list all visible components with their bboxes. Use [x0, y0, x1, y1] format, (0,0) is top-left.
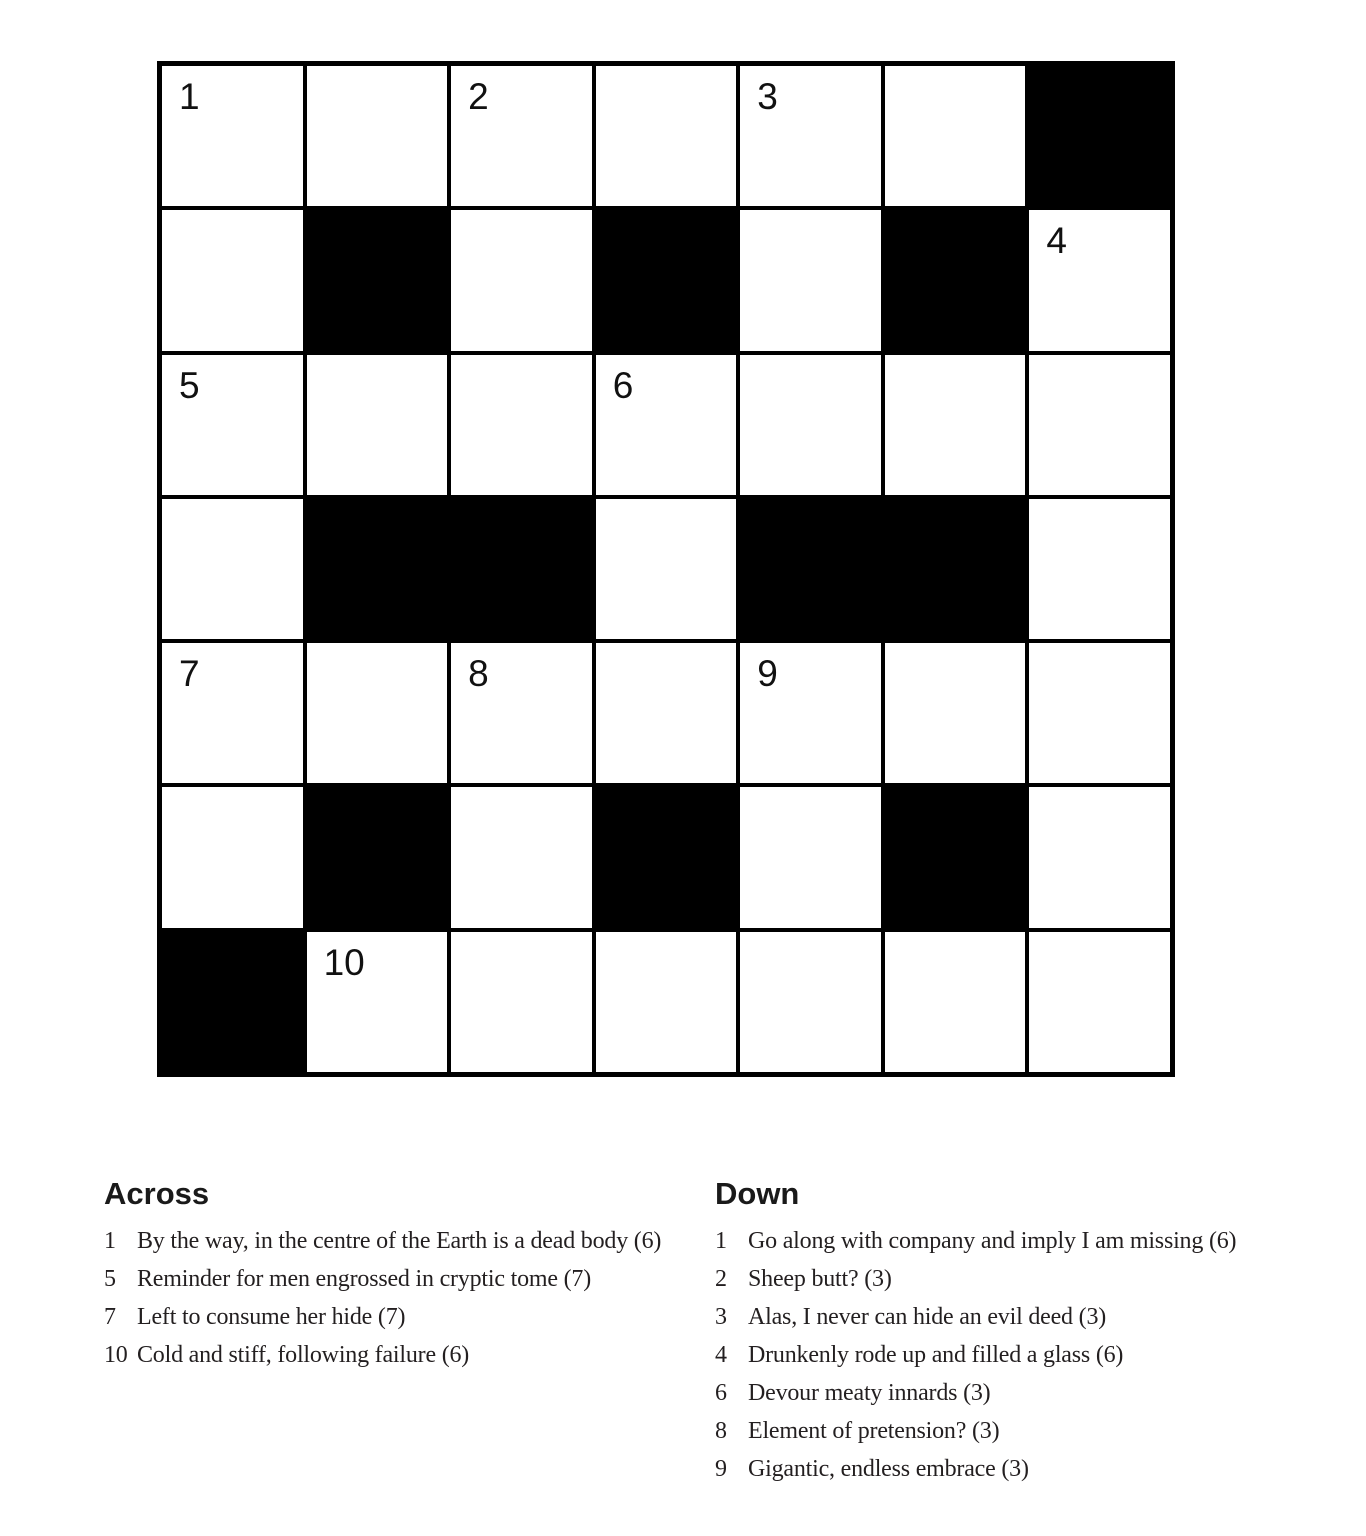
grid-cell[interactable]	[596, 66, 737, 206]
grid-cell[interactable]	[162, 499, 303, 639]
clue-text: Alas, I never can hide an evil deed (3)	[748, 1304, 1107, 1330]
grid-cell[interactable]	[162, 66, 303, 206]
grid-cell[interactable]	[307, 643, 448, 783]
cell-number: 10	[323, 941, 365, 983]
crossword-grid	[157, 61, 1175, 1077]
clue-item	[104, 1222, 714, 1260]
clue-number: 3	[715, 1304, 727, 1330]
clue-number: 8	[715, 1418, 727, 1444]
cell-number: 9	[757, 653, 778, 695]
grid-cell[interactable]	[885, 66, 1026, 206]
clue-text: Gigantic, endless embrace (3)	[748, 1456, 1029, 1482]
across-clues-section	[104, 1176, 714, 1374]
clue-number: 9	[715, 1456, 727, 1482]
grid-cell-block	[885, 787, 1026, 927]
clue-item	[104, 1298, 714, 1336]
grid-cell[interactable]	[885, 643, 1026, 783]
grid-cell[interactable]	[740, 787, 881, 927]
cell-number: 5	[179, 364, 200, 406]
grid-cell[interactable]	[307, 66, 448, 206]
clue-item	[715, 1412, 1335, 1450]
clue-item	[715, 1260, 1335, 1298]
grid-cell[interactable]	[307, 355, 448, 495]
down-clue-list	[715, 1222, 1335, 1488]
grid-cell-block	[1029, 66, 1170, 206]
clue-item	[715, 1336, 1335, 1374]
clue-item	[104, 1336, 714, 1374]
cell-number: 3	[757, 76, 778, 117]
grid-cell-block	[307, 210, 448, 350]
grid-cell[interactable]	[451, 787, 592, 927]
grid-cell[interactable]	[162, 643, 303, 783]
cell-number: 2	[468, 76, 489, 117]
grid-cell-block	[740, 499, 881, 639]
grid-cell[interactable]	[596, 499, 737, 639]
clue-text: By the way, in the centre of the Earth is a dead body (6)	[137, 1228, 662, 1254]
grid-cell[interactable]	[596, 932, 737, 1072]
clue-item	[715, 1298, 1335, 1336]
clue-number: 10	[104, 1342, 128, 1368]
grid-cell[interactable]	[596, 643, 737, 783]
grid-cell-block	[307, 787, 448, 927]
grid-cell[interactable]	[885, 932, 1026, 1072]
grid-cell-block	[307, 499, 448, 639]
grid-cell[interactable]	[1029, 643, 1170, 783]
grid-cell-block	[451, 499, 592, 639]
grid-cell[interactable]	[1029, 499, 1170, 639]
grid-cell[interactable]	[307, 932, 448, 1072]
grid-cell[interactable]	[885, 355, 1026, 495]
grid-cell[interactable]	[740, 210, 881, 350]
clue-item	[715, 1374, 1335, 1412]
grid-cell-block	[162, 932, 303, 1072]
down-clues-section	[715, 1176, 1335, 1488]
clue-number: 4	[715, 1342, 727, 1368]
grid-cell[interactable]	[451, 66, 592, 206]
clue-number: 6	[715, 1380, 727, 1406]
clue-number: 1	[715, 1228, 727, 1254]
clue-text: Left to consume her hide (7)	[137, 1304, 406, 1330]
grid-cell[interactable]	[740, 643, 881, 783]
clue-number: 1	[104, 1228, 116, 1254]
grid-cell[interactable]	[740, 66, 881, 206]
clue-number: 7	[104, 1304, 116, 1330]
grid-cell[interactable]	[162, 787, 303, 927]
grid-cell-block	[596, 210, 737, 350]
across-clue-list	[104, 1222, 714, 1374]
grid-cell[interactable]	[1029, 210, 1170, 350]
clue-text: Reminder for men engrossed in cryptic tome (7)	[137, 1266, 591, 1292]
clue-item	[104, 1260, 714, 1298]
clue-text: Sheep butt? (3)	[748, 1266, 892, 1292]
grid-cell[interactable]	[162, 355, 303, 495]
grid-cell[interactable]	[451, 643, 592, 783]
grid-cell[interactable]	[162, 210, 303, 350]
cell-number: 7	[179, 653, 200, 695]
grid-cell[interactable]	[1029, 787, 1170, 927]
grid-cell-block	[885, 499, 1026, 639]
grid-cell[interactable]	[451, 210, 592, 350]
clue-number: 2	[715, 1266, 727, 1292]
clue-number: 5	[104, 1266, 116, 1292]
grid-cell[interactable]	[1029, 355, 1170, 495]
grid-cell[interactable]	[740, 932, 881, 1072]
cell-number: 1	[179, 76, 200, 117]
clue-text: Element of pretension? (3)	[748, 1418, 1000, 1444]
across-heading: Across	[104, 1176, 210, 1211]
clue-text: Go along with company and imply I am missing (6)	[748, 1228, 1237, 1254]
clue-text: Drunkenly rode up and filled a glass (6)	[748, 1342, 1124, 1368]
clue-text: Devour meaty innards (3)	[748, 1380, 991, 1406]
clue-item	[715, 1450, 1335, 1488]
down-heading: Down	[715, 1176, 800, 1211]
clue-item	[715, 1222, 1335, 1260]
cell-number: 4	[1046, 220, 1067, 262]
cell-number: 6	[612, 364, 634, 406]
grid-cell[interactable]	[740, 355, 881, 495]
grid-cell[interactable]	[451, 932, 592, 1072]
grid-cell[interactable]	[1029, 932, 1170, 1072]
grid-cell[interactable]	[451, 355, 592, 495]
grid-cell[interactable]	[596, 355, 737, 495]
grid-cell-block	[596, 787, 737, 927]
cell-number: 8	[468, 653, 489, 695]
clue-text: Cold and stiff, following failure (6)	[137, 1342, 470, 1368]
grid-cell-block	[885, 210, 1026, 350]
